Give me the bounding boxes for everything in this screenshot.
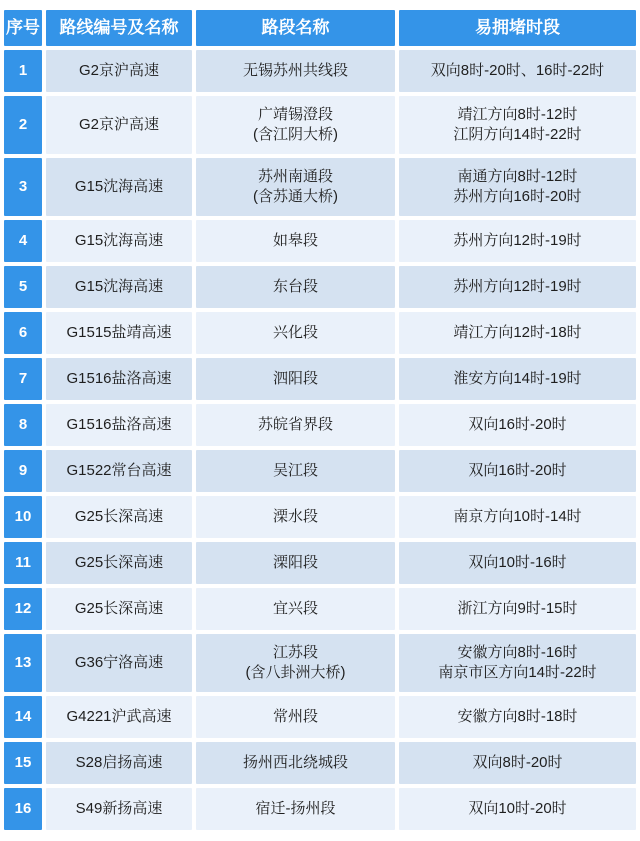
cell-text-line: 苏州方向12时-19时 [453,231,582,249]
table-header-row [4,10,636,46]
cell-text-line: 宿迁-扬州段 [255,799,336,817]
row-index-cell: 3 [4,158,42,216]
road-name-cell: G1516盐洛高速 [46,358,192,400]
cell-text-line: 吴江段 [272,461,318,479]
road-name-cell: G1515盐靖高速 [46,312,192,354]
road-name-cell: G15沈海高速 [46,158,192,216]
cell-text-line: 扬州西北绕城段 [242,753,348,771]
section-name-cell [196,634,395,692]
cell-text-line: 双向8时-20时 [472,753,563,771]
table-row [4,96,636,154]
section-name-cell [196,450,395,492]
congestion-time-cell [399,542,636,584]
table-row [4,220,636,262]
road-name-cell: G25长深高速 [46,496,192,538]
road-name-cell: G15沈海高速 [46,266,192,308]
congestion-time-cell [399,158,636,216]
row-index-cell: 6 [4,312,42,354]
row-index-cell: 15 [4,742,42,784]
congestion-time-cell [399,496,636,538]
table-row [4,266,636,308]
road-name-cell: G2京沪高速 [46,50,192,92]
cell-text-line: 淮安方向14时-19时 [453,369,582,387]
row-index-cell: 1 [4,50,42,92]
section-name-cell [196,496,395,538]
road-name-cell: G1516盐洛高速 [46,404,192,446]
cell-text-line: (含苏通大桥) [253,188,338,205]
row-index-cell: 8 [4,404,42,446]
cell-text-line: 靖江方向8时-12时 [457,105,578,123]
cell-text-line: 无锡苏州共线段 [242,61,348,79]
cell-text-line: 江阴方向14时-22时 [453,126,582,143]
cell-text-line: 宜兴段 [272,599,318,617]
road-name-cell: G1522常台高速 [46,450,192,492]
row-index-cell: 11 [4,542,42,584]
cell-text-line: 双向16时-20时 [468,415,567,433]
row-index-cell: 14 [4,696,42,738]
road-name-cell: G15沈海高速 [46,220,192,262]
cell-text-line: 双向16时-20时 [468,461,567,479]
section-name-cell [196,788,395,830]
table-row [4,50,636,92]
table-row [4,158,636,216]
cell-text-line: 南通方向8时-12时 [457,167,578,185]
cell-text-line: 泗阳段 [272,369,318,387]
cell-text-line: 靖江方向12时-18时 [453,323,582,341]
section-name-cell [196,158,395,216]
road-name-cell: G36宁洛高速 [46,634,192,692]
congestion-time-cell [399,404,636,446]
road-name-cell: S49新扬高速 [46,788,192,830]
road-name-cell: G2京沪高速 [46,96,192,154]
row-index-cell: 12 [4,588,42,630]
column-header-times: 易拥堵时段 [399,10,636,46]
section-name-cell [196,696,395,738]
congestion-time-cell [399,266,636,308]
row-index-cell: 10 [4,496,42,538]
congestion-time-cell [399,220,636,262]
table-row [4,496,636,538]
table-row [4,588,636,630]
congestion-time-cell [399,634,636,692]
section-name-cell [196,542,395,584]
table-row [4,404,636,446]
section-name-cell [196,50,395,92]
table-row [4,696,636,738]
road-name-cell: G25长深高速 [46,542,192,584]
section-name-cell [196,96,395,154]
congestion-time-cell [399,696,636,738]
table-row [4,742,636,784]
road-name-cell: G4221沪武高速 [46,696,192,738]
row-index-cell: 4 [4,220,42,262]
cell-text-line: 江苏段 [272,643,318,661]
cell-text-line: 浙江方向9时-15时 [457,599,578,617]
cell-text-line: 双向10时-20时 [468,799,567,817]
section-name-cell [196,220,395,262]
row-index-cell: 9 [4,450,42,492]
cell-text-line: 苏州方向12时-19时 [453,277,582,295]
congestion-time-cell [399,358,636,400]
cell-text-line: 双向8时-20时、16时-22时 [430,61,605,79]
row-index-cell: 2 [4,96,42,154]
cell-text-line: 如皋段 [272,231,318,249]
column-header-section: 路段名称 [196,10,395,46]
table-row [4,788,636,830]
table-row [4,358,636,400]
section-name-cell [196,404,395,446]
row-index-cell: 7 [4,358,42,400]
section-name-cell [196,266,395,308]
section-name-cell [196,742,395,784]
cell-text-line: (含八卦洲大桥) [245,664,346,681]
cell-text-line: 安徽方向8时-16时 [457,643,578,661]
congestion-time-cell [399,742,636,784]
row-index-cell: 5 [4,266,42,308]
table-row [4,312,636,354]
table-body [4,50,636,830]
cell-text-line: 双向10时-16时 [468,553,567,571]
table-row [4,450,636,492]
row-index-cell: 13 [4,634,42,692]
column-header-road: 路线编号及名称 [46,10,192,46]
cell-text-line: 南京市区方向14时-22时 [438,664,597,681]
congestion-time-cell [399,588,636,630]
congestion-time-cell [399,50,636,92]
cell-text-line: 苏州方向16时-20时 [453,188,582,205]
cell-text-line: 广靖锡澄段 [257,105,333,123]
cell-text-line: 溧阳段 [272,553,318,571]
table-row [4,634,636,692]
row-index-cell: 16 [4,788,42,830]
section-name-cell [196,588,395,630]
congestion-time-cell [399,96,636,154]
cell-text-line: 南京方向10时-14时 [453,507,582,525]
section-name-cell [196,312,395,354]
road-name-cell: S28启扬高速 [46,742,192,784]
cell-text-line: 溧水段 [272,507,318,525]
cell-text-line: 常州段 [272,707,318,725]
congestion-time-cell [399,788,636,830]
section-name-cell [196,358,395,400]
cell-text-line: (含江阴大桥) [253,126,338,143]
cell-text-line: 苏皖省界段 [257,415,333,433]
column-header-index: 序号 [4,10,42,46]
road-name-cell: G25长深高速 [46,588,192,630]
cell-text-line: 安徽方向8时-18时 [457,707,578,725]
cell-text-line: 东台段 [272,277,318,295]
congestion-time-cell [399,312,636,354]
congestion-time-cell [399,450,636,492]
table-row [4,542,636,584]
cell-text-line: 兴化段 [272,323,318,341]
cell-text-line: 苏州南通段 [257,167,333,185]
